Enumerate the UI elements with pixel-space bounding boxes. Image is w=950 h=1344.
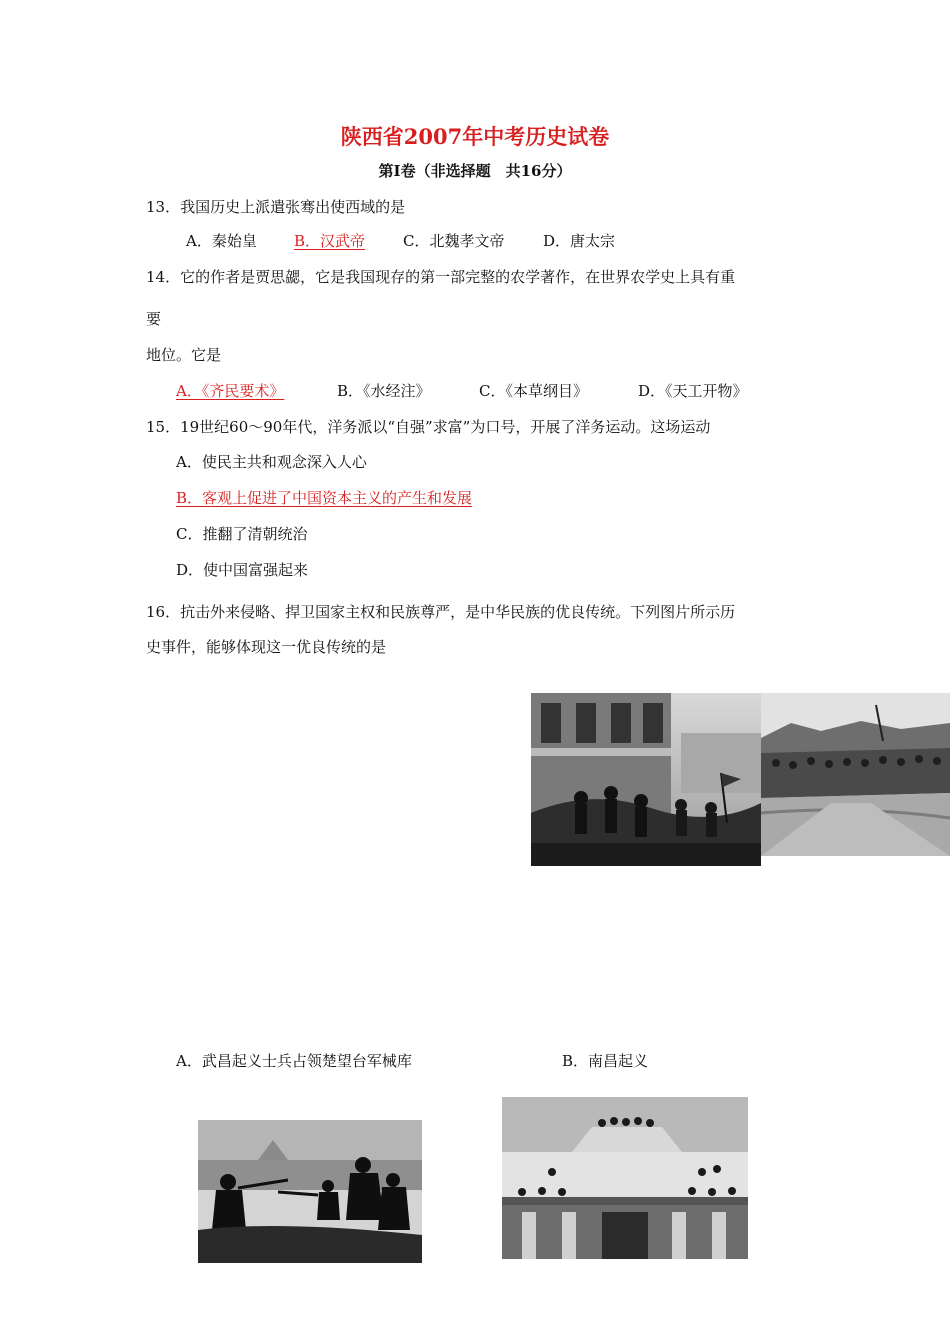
question-16-stem-line1: 16．抗击外来侵略、捍卫国家主权和民族尊严，是中华民族的优良传统。下列图片所示历 [146, 603, 736, 621]
question-15-option-d: D．使中国富强起来 [176, 561, 309, 579]
question-14-stem-line3: 地位。它是 [146, 346, 222, 364]
page-title: 陕西省2007年中考历史试卷 [340, 124, 610, 149]
question-14-stem-line2: 要 [146, 310, 162, 328]
question-15-option-c: C．推翻了清朝统治 [176, 525, 308, 543]
caption-b: B．南昌起义 [562, 1052, 649, 1070]
question-14-option-a: A．《齐民要术》 [176, 382, 285, 400]
photo-nanchang-uprising [761, 693, 950, 856]
question-13-option-d: D．唐太宗 [543, 232, 616, 250]
question-16-stem-line2: 史事件，能够体现这一优良传统的是 [146, 638, 387, 656]
question-15-option-a: A．使民主共和观念深入人心 [176, 453, 367, 471]
question-13-option-a: A．秦始皇 [186, 232, 257, 250]
section-heading: 第Ⅰ卷（非选择题 共16分） [378, 162, 572, 180]
photo-wuchang-uprising [531, 693, 761, 866]
question-14-option-c: C．《本草纲目》 [479, 382, 588, 400]
question-15-stem: 15．19世纪60～90年代，洋务派以“自强”求富”为口号，开展了洋务运动。这场运动 [146, 418, 711, 436]
question-14-option-b: B．《水经注》 [337, 382, 431, 400]
question-13-stem: 13．我国历史上派遣张骞出使西域的是 [146, 198, 406, 216]
question-14-option-d: D．《天工开物》 [638, 382, 748, 400]
photo-soldiers-fighting [198, 1120, 422, 1263]
question-15-option-b: B．客观上促进了中国资本主义的产生和发展 [176, 489, 473, 507]
question-13-option-b: B．汉武帝 [294, 232, 366, 250]
caption-a: A．武昌起义士兵占领楚望台军械库 [176, 1052, 412, 1070]
photo-crowd-on-building [502, 1097, 748, 1259]
question-13-option-c: C．北魏孝文帝 [403, 232, 505, 250]
question-14-stem-line1: 14．它的作者是贾思勰，它是我国现存的第一部完整的农学著作，在世界农学史上具有重 [146, 268, 736, 286]
